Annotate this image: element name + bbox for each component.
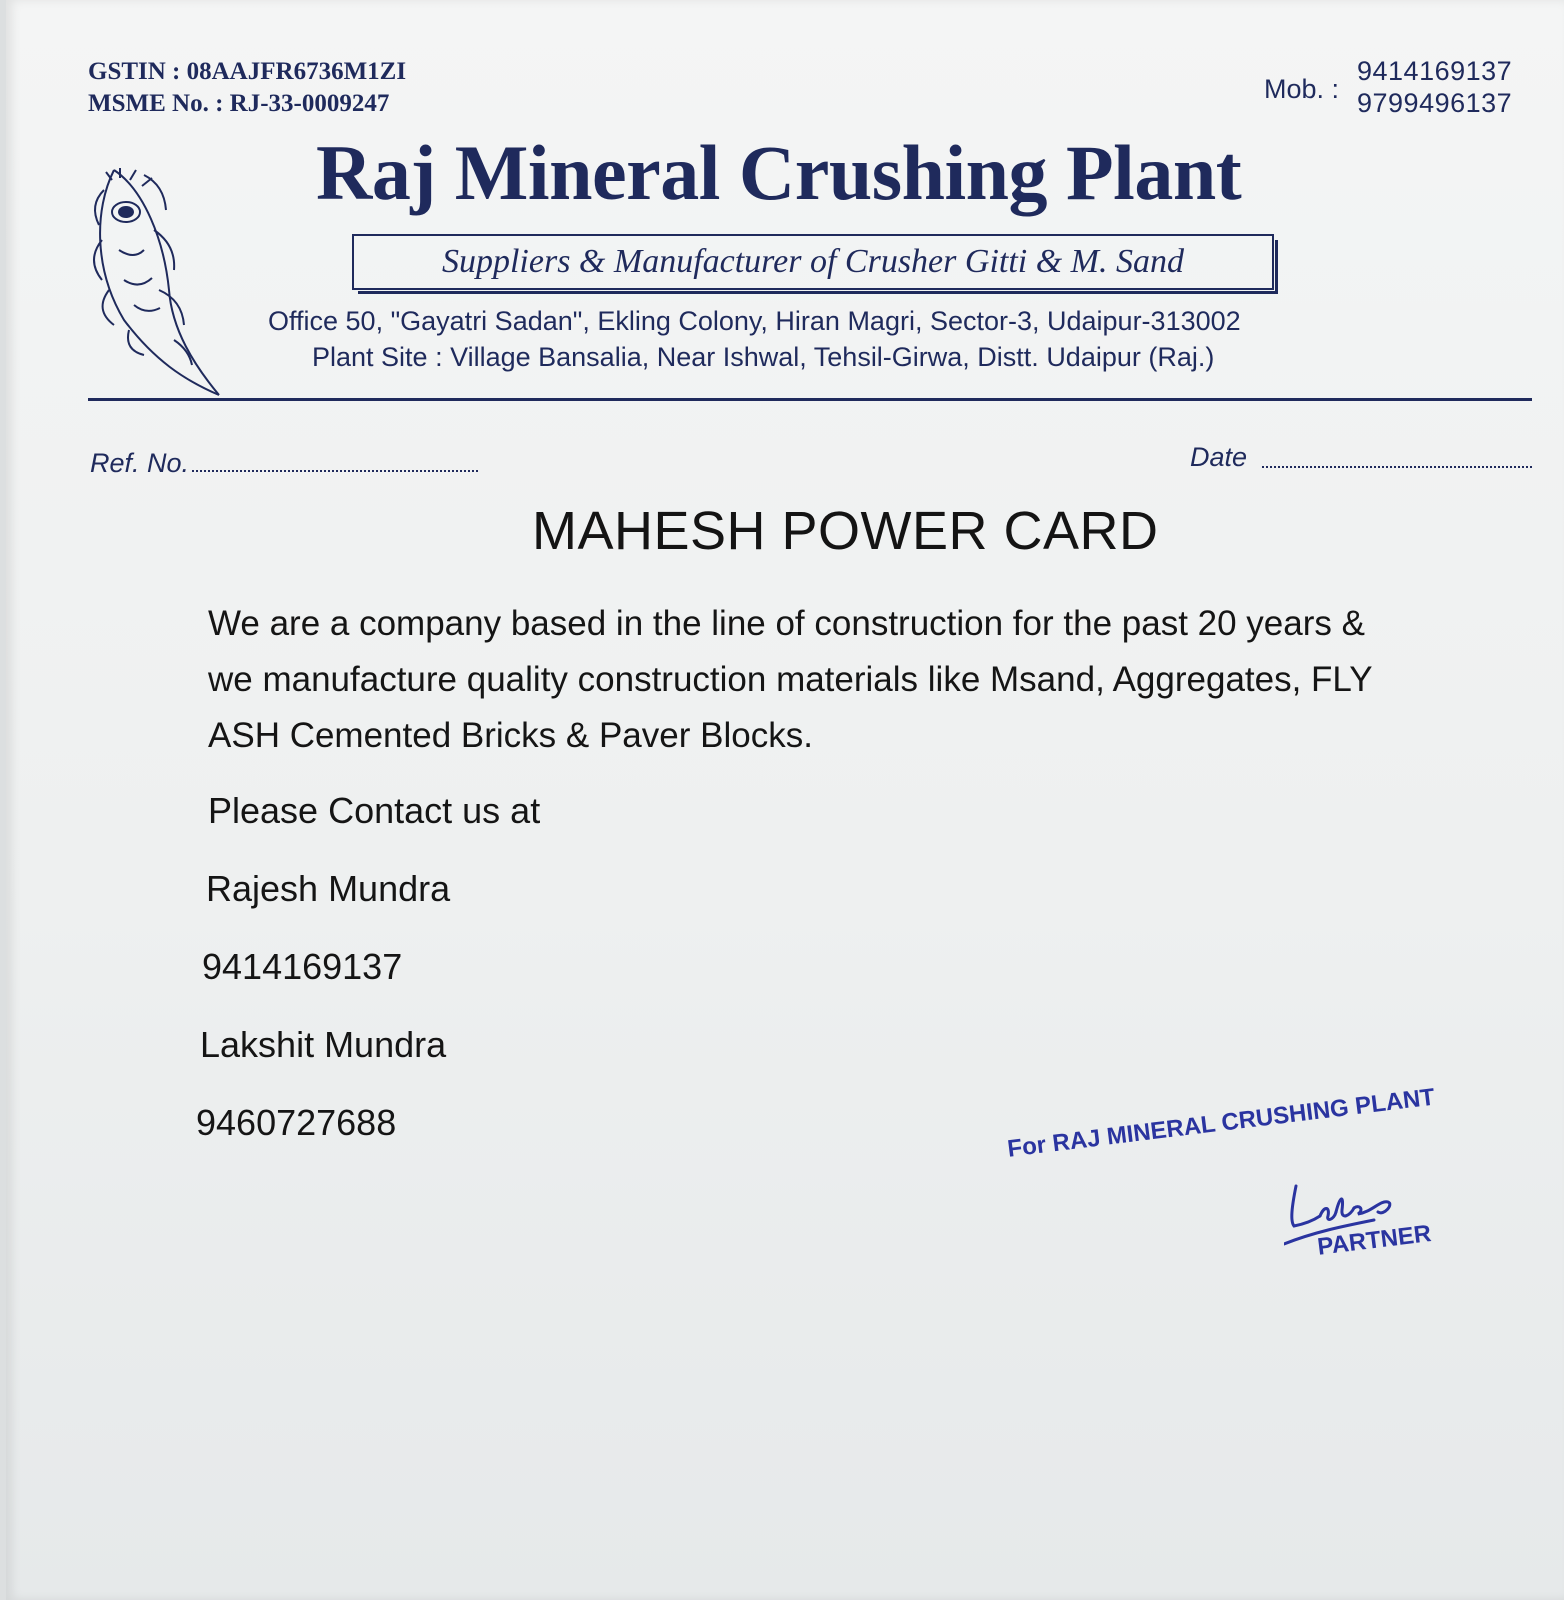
letter-title: MAHESH POWER CARD <box>532 501 1159 561</box>
contact-intro: Please Contact us at <box>208 790 541 831</box>
header-divider <box>88 398 1532 401</box>
peacock-feather-icon <box>84 150 224 400</box>
mobile-number-1: 9414169137 <box>1357 56 1513 86</box>
tagline: Suppliers & Manufacturer of Crusher Gitti & M. Sand <box>441 243 1184 280</box>
ref-no-label: Ref. No. <box>90 448 190 478</box>
contact-phone: 9414169137 <box>202 946 403 987</box>
mobile-number-2: 9799496137 <box>1357 88 1513 118</box>
date-line <box>1262 466 1532 468</box>
date-label: Date <box>1190 442 1248 472</box>
mobile-label: Mob. : <box>1264 74 1340 104</box>
letter-body: We are a company based in the line of construction for the past 20 years & we manufacture quality construction materials like Msand, Aggregates, FLY ASH Cemented Bricks & Paver Blocks. <box>208 604 1373 755</box>
company-name: Raj Mineral Crushing Plant <box>316 129 1242 216</box>
gstin-number: GSTIN : 08AAJFR6736M1ZI <box>88 58 407 85</box>
office-address: Office 50, "Gayatri Sadan", Ekling Colony, Hiran Magri, Sector-3, Udaipur-313002 <box>268 306 1241 336</box>
letter-sheet <box>6 0 1564 1600</box>
company-stamp: For RAJ MINERAL CRUSHING PLANT <box>1006 1083 1437 1163</box>
contact-phone: 9460727688 <box>196 1102 397 1143</box>
msme-number: MSME No. : RJ-33-0009247 <box>88 90 390 117</box>
contact-name: Lakshit Mundra <box>200 1024 447 1065</box>
partner-label: PARTNER <box>1316 1220 1433 1261</box>
ref-no-line <box>192 470 478 472</box>
plant-address: Plant Site : Village Bansalia, Near Ishwal, Tehsil-Girwa, Distt. Udaipur (Raj.) <box>312 342 1215 372</box>
tagline-box <box>352 234 1274 290</box>
contact-name: Rajesh Mundra <box>206 868 451 909</box>
